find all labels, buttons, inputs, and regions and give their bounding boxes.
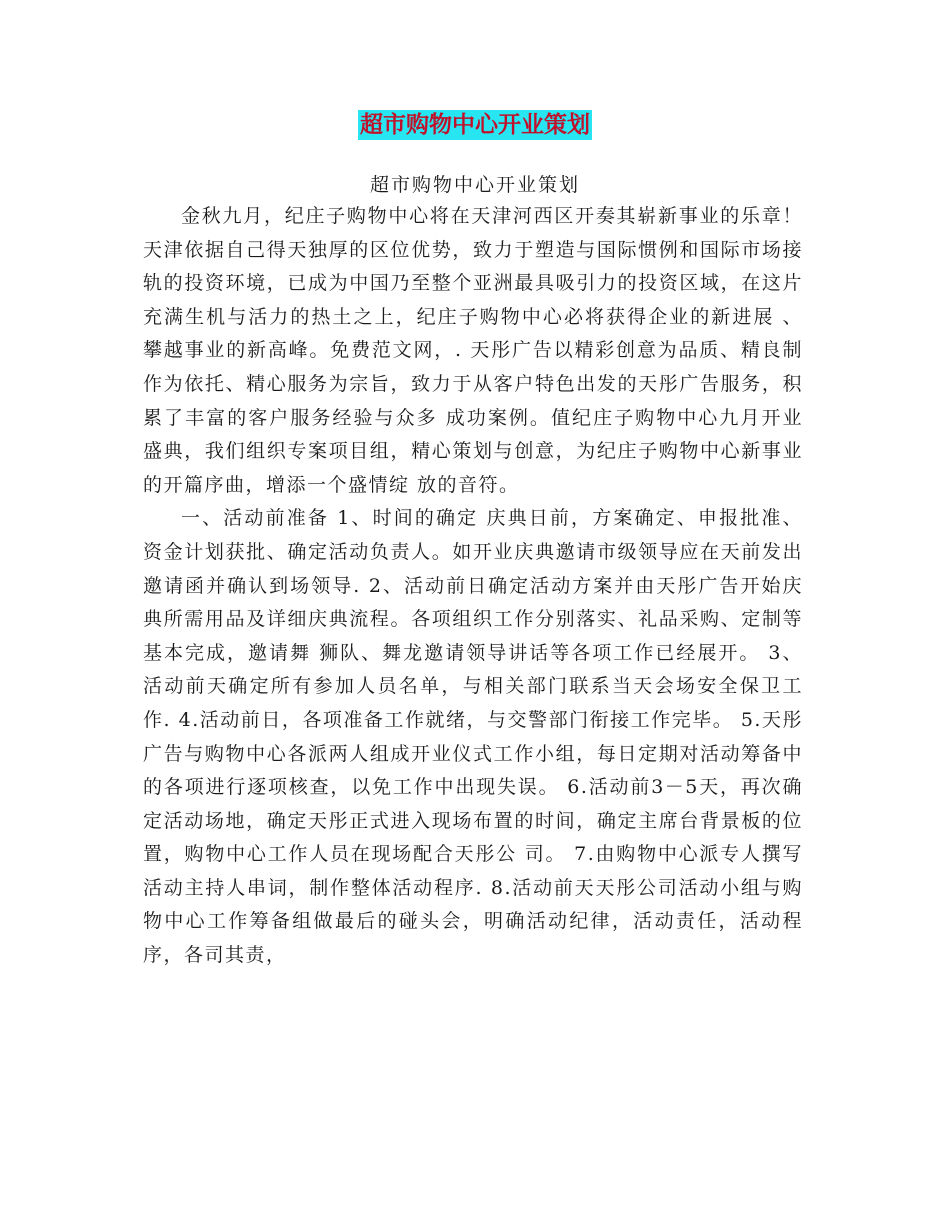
title-container [0, 110, 950, 140]
intro-paragraph: 金秋九月，纪庄子购物中心将在天津河西区开奏其崭新事业的乐章！天津依据自己得天独厚的区位优势，致力于塑造与国际惯例和国际市场接轨的投资环境，已成为中国乃至整个亚洲最具吸引力的投资区域，在这片充满生机与活力的热土之上，纪庄子购物中心必将获得企业的新进展 、攀越事业的新高峰。免费范文网，. 天彤广告以精彩创意为品质、精良制作为依托、精心服务为宗旨，致力于从客户特色出发的天彤广告服务，积累了丰富的客户服务经验与众多 成功案例。值纪庄子购物中心九月开业盛典，我们组织专案项目组，精心策划与创意，为纪庄子购物中心新事业的开篇序曲，增添一个盛情绽 放的音符。 [143, 205, 803, 496]
document-title: 超市购物中心开业策划 [360, 112, 590, 138]
document-subtitle: 超市购物中心开业策划 [369, 174, 580, 196]
document-body [143, 200, 803, 973]
preparation-paragraph: 一、活动前准备 1、时间的确定 庆典日前，方案确定、申报批准、资金计划获批、确定活动负责人。如开业庆典邀请市级领导应在天前发出邀请函并确认到场领导. 2、活动前日确定活动方案并由天彤广告开始庆典所需用品及详细庆典流程。各项组织工作分别落实、礼品采购、定制等基本完成，邀请舞 狮队、舞龙邀请领导讲话等各项工作已经展开。 3、活动前天确定所有参加人员名单，与相关部门联系当天会场安全保卫工作. 4.活动前日，各项准备工作就绪，与交警部门衔接工作完毕。 5.天彤广告与购物中心各派两人组成开业仪式工作小组，每日定期对活动筹备中的各项进行逐项核查，以免工作中出现失误。 6.活动前3－5天，再次确定活动场地，确定天彤正式进入现场布置的时间，确定主席台背景板的位置，购物中心工作人员在现场配合天彤公 司。 7.由购物中心派专人撰写活动主持人串词，制作整体活动程序. 8.活动前天天彤公司活动小组与购物中心工作筹备组做最后的碰头会，明确活动纪律，活动责任，活动程序，各司其责， [143, 507, 803, 967]
